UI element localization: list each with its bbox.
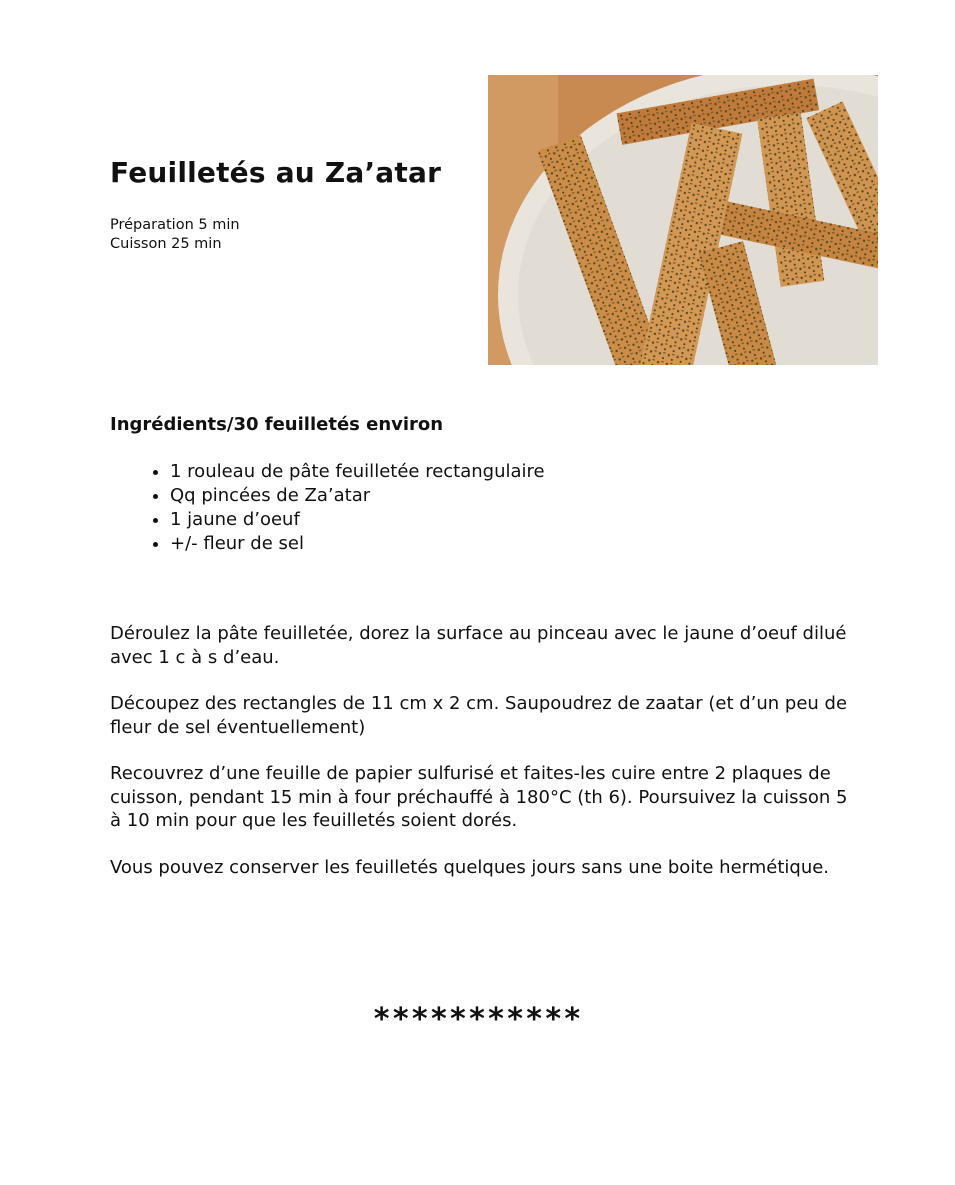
cooking-time: Cuisson 25 min bbox=[110, 236, 222, 252]
recipe-title: Feuilletés au Za’atar bbox=[110, 156, 442, 189]
ingredients-list bbox=[110, 460, 545, 556]
instructions bbox=[110, 622, 850, 902]
list-item: • Qq pincées de Za’atar bbox=[170, 484, 545, 508]
instruction-step: Vous pouvez conserver les feuilletés quelques jours sans une boite hermétique. bbox=[110, 856, 830, 878]
instruction-step: Recouvrez d’une feuille de papier sulfurisé et faites-les cuire entre 2 plaques de cuisson, pendant 15 min à four préchauffé à 180°C (th 6). Poursuivez la cuisson 5 à 10 min pour que les feuilletés soient dorés. bbox=[110, 763, 848, 831]
ingredients-heading: Ingrédients/30 feuilletés environ bbox=[110, 414, 444, 435]
list-item: • 1 rouleau de pâte feuilletée rectangulaire bbox=[170, 460, 545, 484]
instruction-step: Déroulez la pâte feuilletée, dorez la surface au pinceau avec le jaune d’oeuf dilué avec 1 c à s d’eau. bbox=[110, 623, 847, 668]
list-item: • +/- fleur de sel bbox=[170, 532, 545, 556]
recipe-times bbox=[110, 216, 240, 254]
list-item: • 1 jaune d’oeuf bbox=[170, 508, 545, 532]
separator: *********** bbox=[372, 1002, 583, 1037]
instruction-step: Découpez des rectangles de 11 cm x 2 cm. Saupoudrez de zaatar (et d’un peu de fleur de sel éventuellement) bbox=[110, 693, 848, 738]
pastry-photo-icon bbox=[488, 75, 878, 365]
recipe-photo bbox=[488, 75, 878, 365]
preparation-time: Préparation 5 min bbox=[110, 217, 240, 233]
